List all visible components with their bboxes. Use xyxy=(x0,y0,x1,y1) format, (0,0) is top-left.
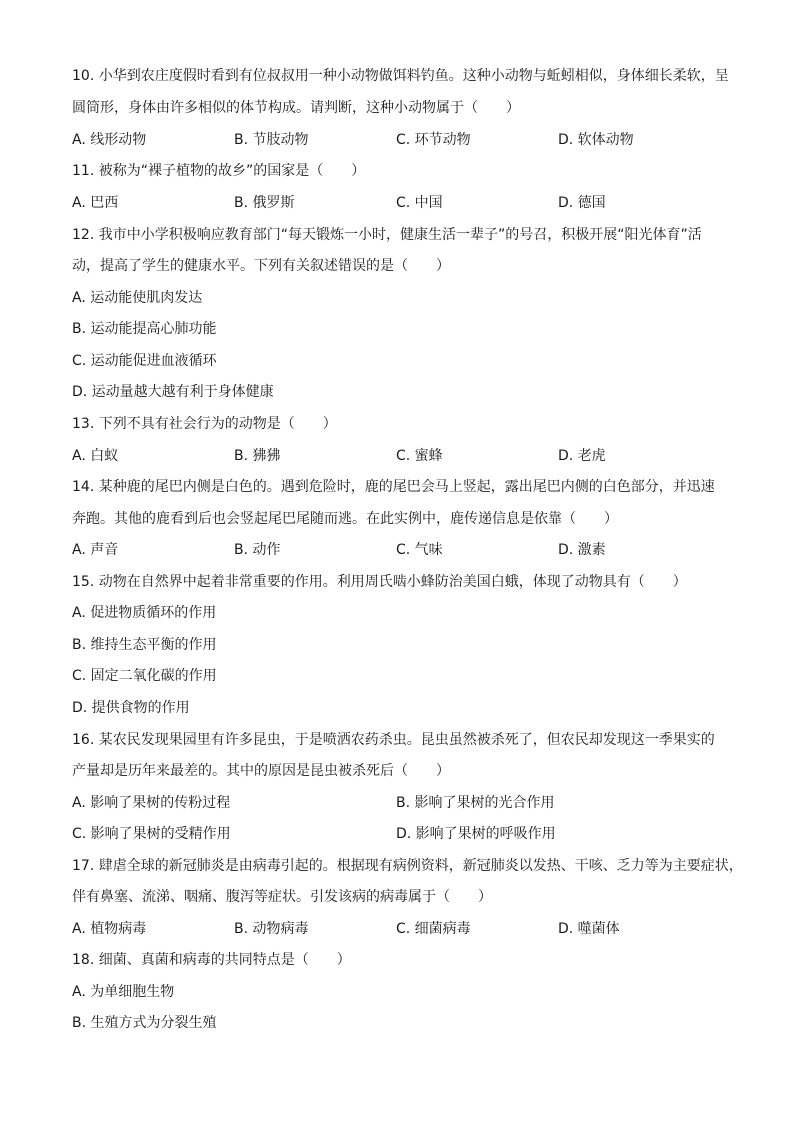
question-17-option-c: C. 细菌病毒 xyxy=(396,921,471,937)
question-10-option-c: C. 环节动物 xyxy=(396,132,471,148)
question-15-stem: 15. 动物在自然界中起着非常重要的作用。利用周氏啮小蜂防治美国白蛾，体现了动物具有（ ） xyxy=(72,574,687,590)
question-13-option-a: A. 白蚁 xyxy=(72,448,119,464)
question-18-option-b: B. 生殖方式为分裂生殖 xyxy=(72,1015,217,1031)
question-10-stem-line-1: 10. 小华到农庄度假时看到有位叔叔用一种小动物做饵料钓鱼。这种小动物与蚯蚓相似，身体细长柔软，呈 xyxy=(72,68,729,84)
question-13-option-d: D. 老虎 xyxy=(558,448,606,464)
question-14-stem-line-1: 14. 某种鹿的尾巴内侧是白色的。遇到危险时，鹿的尾巴会马上竖起，露出尾巴内侧的白色部分，并迅速 xyxy=(72,479,715,495)
question-11-option-d: D. 德国 xyxy=(558,195,606,211)
question-13-option-c: C. 蜜蜂 xyxy=(396,448,443,464)
question-15-option-a: A. 促进物质循环的作用 xyxy=(72,605,217,621)
question-10-option-b: B. 节肢动物 xyxy=(234,132,309,148)
question-15-option-b: B. 维持生态平衡的作用 xyxy=(72,637,217,653)
question-14-option-a: A. 声音 xyxy=(72,542,119,558)
question-16-option-d: D. 影响了果树的呼吸作用 xyxy=(396,826,556,842)
question-15-option-d: D. 提供食物的作用 xyxy=(72,700,190,716)
question-16-stem-line-2: 产量却是历年来最差的。其中的原因是昆虫被杀死后（ ） xyxy=(72,763,450,779)
question-18-option-a: A. 为单细胞生物 xyxy=(72,984,175,1000)
question-16-stem-line-1: 16. 某农民发现果园里有许多昆虫，于是喷洒农药杀虫。昆虫虽然被杀死了，但农民却发现这一季果实的 xyxy=(72,732,715,748)
question-15-option-c: C. 固定二氧化碳的作用 xyxy=(72,668,217,684)
question-17-stem-line-1: 17. 肆虐全球的新冠肺炎是由病毒引起的。根据现有病例资料，新冠肺炎以发热、干咳、乏力等为主要症状， xyxy=(72,858,743,874)
question-17-option-b: B. 动物病毒 xyxy=(234,921,309,937)
question-14-option-c: C. 气味 xyxy=(396,542,443,558)
question-13-stem: 13. 下列不具有社会行为的动物是（ ） xyxy=(72,416,337,432)
question-11-option-b: B. 俄罗斯 xyxy=(234,195,295,211)
question-17-option-a: A. 植物病毒 xyxy=(72,921,147,937)
question-14-option-b: B. 动作 xyxy=(234,542,281,558)
question-17-stem-line-2: 伴有鼻塞、流涕、咽痛、腹泻等症状。引发该病的病毒属于（ ） xyxy=(72,889,492,905)
question-13-option-b: B. 狒狒 xyxy=(234,448,281,464)
question-16-option-a: A. 影响了果树的传粉过程 xyxy=(72,795,231,811)
question-18-stem: 18. 细菌、真菌和病毒的共同特点是（ ） xyxy=(72,952,351,968)
question-10-stem-line-2: 圆筒形，身体由许多相似的体节构成。请判断，这种小动物属于（ ） xyxy=(72,100,520,116)
question-17-option-d: D. 噬菌体 xyxy=(558,921,620,937)
question-14-stem-line-2: 奔跑。其他的鹿看到后也会竖起尾巴尾随而逃。在此实例中，鹿传递信息是依靠（ ） xyxy=(72,511,618,527)
question-14-option-d: D. 激素 xyxy=(558,542,606,558)
question-11-option-a: A. 巴西 xyxy=(72,195,119,211)
question-16-option-b: B. 影响了果树的光合作用 xyxy=(396,795,555,811)
question-11-stem: 11. 被称为“裸子植物的故乡”的国家是（ ） xyxy=(72,163,366,179)
question-12-option-d: D. 运动量越大越有利于身体健康 xyxy=(72,384,274,400)
question-12-option-c: C. 运动能促进血液循环 xyxy=(72,353,217,369)
question-11-option-c: C. 中国 xyxy=(396,195,443,211)
question-10-option-d: D. 软体动物 xyxy=(558,132,634,148)
question-12-option-b: B. 运动能提高心肺功能 xyxy=(72,321,217,337)
question-12-stem-line-1: 12. 我市中小学积极响应教育部门“每天锻炼一小时，健康生活一辈子”的号召，积极开展“阳光体育”活 xyxy=(72,227,702,243)
question-16-option-c: C. 影响了果树的受精作用 xyxy=(72,826,231,842)
question-10-option-a: A. 线形动物 xyxy=(72,132,147,148)
question-12-option-a: A. 运动能使肌肉发达 xyxy=(72,290,203,306)
question-12-stem-line-2: 动，提高了学生的健康水平。下列有关叙述错误的是（ ） xyxy=(72,258,450,274)
